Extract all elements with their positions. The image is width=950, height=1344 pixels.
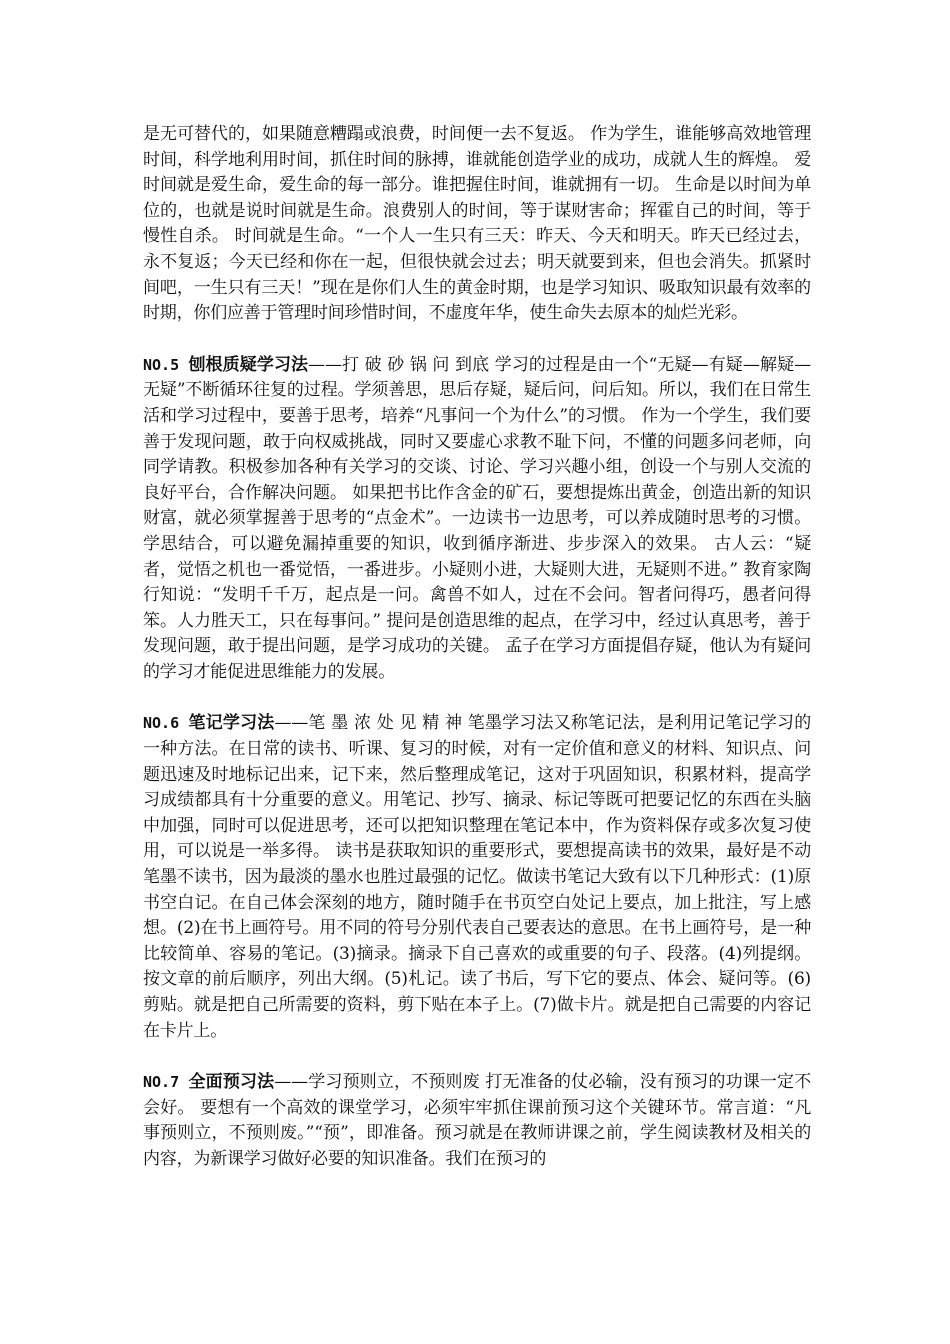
paragraph-no7 (143, 1070, 811, 1172)
paragraph-body: ——学习预则立，不预则废 打无准备的仗必输，没有预习的功课一定不会好。 要想有一个高效的课堂学习，必须牢牢抓住课前预习这个关键环节。常言道：“凡事预则立，不预则废。”“预”，即准备。预习就是在教师讲课之前，学生阅读教材及相关的内容，为新课学习做好必要的知识准备。我们在预习的 (143, 1072, 812, 1169)
section-number: NO.5 (143, 355, 189, 374)
paragraph-no6 (143, 711, 811, 1044)
section-title: 刨根质疑学习法 (188, 354, 309, 375)
document-page (143, 122, 811, 1173)
paragraph-time-value (143, 122, 811, 327)
paragraph-body: 是无可替代的，如果随意糟蹋或浪费，时间便一去不复返。 作为学生，谁能够高效地管理时间，科学地利用时间，抓住时间的脉搏，谁就能创造学业的成功，成就人生的辉煌。 爱时间就是爱生命，爱生命的每一部分。谁把握住时间，谁就拥有一切。 生命是以时间为单位的，也就是说时间就是生命。浪费别人的时间，等于谋财害命；挥霍自己的时间，等于慢性自杀。 时间就是生命。“一个人一生只有三天：昨天、今天和明天。昨天已经过去，永不复返；今天已经和你在一起，但很快就会过去；明天就要到来，但也会消失。抓紧时间吧，一生只有三天！”现在是你们人生的黄金时期，也是学习知识、吸取知识最有效率的时期，你们应善于管理时间珍惜时间，不虚度年华，使生命失去原本的灿烂光彩。 (143, 124, 811, 324)
section-number: NO.7 (143, 1073, 189, 1092)
paragraph-body: ——笔 墨 浓 处 见 精 神 笔墨学习法又称笔记法，是利用记笔记学习的一种方法。在日常的读书、听课、复习的时候，对有一定价值和意义的材料、知识点、问题迅速及时地标记出来，记下来，然后整理成笔记，这对于巩固知识，积累材料，提高学习成绩都具有十分重要的意义。用笔记、抄写、摘录、标记等既可把要记忆的东西在头脑中加强，同时可以促进思考，还可以把知识整理在笔记本中，作为资料保存或多次复习使用，可以说是一举多得。 读书是获取知识的重要形式，要想提高读书的效果，最好是不动笔墨不读书，因为最淡的墨水也胜过最强的记忆。做读书笔记大致有以下几种形式：(1)原书空白记。在自己体会深刻的地方，随时随手在书页空白处记上要点，加上批注，写上感想。(2)在书上画符号。用不同的符号分别代表自己要表达的意思。在书上画符号，是一种比较简单、容易的笔记。(3)摘录。摘录下自己喜欢的或重要的句子、段落。(4)列提纲。按文章的前后顺序，列出大纲。(5)札记。读了书后，写下它的要点、体会、疑问等。(6)剪贴。就是把自己所需要的资料，剪下贴在本子上。(7)做卡片。就是把自己需要的内容记在卡片上。 (143, 713, 812, 1041)
paragraph-no5 (143, 353, 811, 686)
paragraph-body: ——打 破 砂 锅 问 到底 学习的过程是由一个“无疑—有疑—解疑—无疑”不断循环往复的过程。学须善思，思后存疑，疑后问，问后知。所以，我们在日常生活和学习过程中，要善于思考，培养“凡事问一个为什么”的习惯。 作为一个学生，我们要善于发现问题，敢于向权威挑战，同时又要虚心求教不耻下问，不懂的问题多问老师，向同学请教。积极参加各种有关学习的交谈、讨论、学习兴趣小组，创设一个与别人交流的良好平台，合作解决问题。 如果把书比作含金的矿石，要想提炼出黄金，创造出新的知识财富，就必须掌握善于思考的“点金术”。一边读书一边思考，可以养成随时思考的习惯。学思结合，可以避免漏掉重要的知识，收到循序渐进、步步深入的效果。 古人云：“疑者，觉悟之机也一番觉悟，一番进步。小疑则小进，大疑则大进，无疑则不进。” 教育家陶行知说：“发明千千万，起点是一问。禽兽不如人，过在不会问。智者问得巧，愚者问得笨。人力胜天工，只在每事问。” 提问是创造思维的起点，在学习中，经过认真思考，善于发现问题，敢于提出问题，是学习成功的关键。 孟子在学习方面提倡存疑，他认为有疑问的学习才能促进思维能力的发展。 (143, 354, 811, 682)
section-title: 笔记学习法 (188, 713, 275, 734)
section-title: 全面预习法 (188, 1072, 275, 1093)
section-number: NO.6 (143, 714, 189, 733)
